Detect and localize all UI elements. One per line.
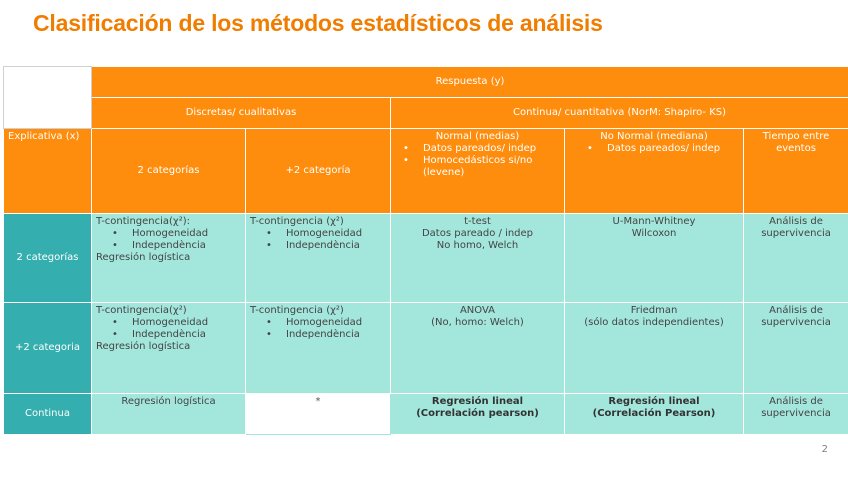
cell bbox=[92, 303, 246, 394]
cell bbox=[391, 303, 565, 394]
cell-line: Análisis de bbox=[769, 305, 823, 316]
cell-line: No homo, Welch bbox=[436, 240, 519, 251]
header-row-response bbox=[4, 67, 848, 98]
page-number: 2 bbox=[821, 444, 828, 455]
list-item: • Independència bbox=[266, 329, 386, 341]
time-events-header: Tiempo entre eventos bbox=[744, 129, 848, 214]
cell bbox=[565, 394, 744, 435]
plus-two-categories-header: +2 categoría bbox=[246, 129, 391, 214]
cell bbox=[744, 303, 848, 394]
list-item: • Independència bbox=[112, 240, 241, 252]
cell-line: U-Mann-Whitney bbox=[612, 216, 696, 227]
list-item: • Homogeneidad bbox=[112, 228, 241, 240]
non-normal-header bbox=[565, 129, 744, 214]
header-row-types bbox=[4, 98, 848, 129]
cell-line: Regresión lineal bbox=[431, 396, 524, 407]
table-row bbox=[4, 303, 848, 394]
cell bbox=[744, 394, 848, 435]
cell-title: T-contingencia(χ²) bbox=[96, 305, 187, 316]
discrete-header: Discretas/ cualitativas bbox=[92, 98, 391, 129]
cell-title: T-contingencia (χ²) bbox=[250, 216, 344, 227]
explicativa-label: Explicativa (x) bbox=[4, 129, 92, 214]
continuous-header: Continua/ cuantitativa (NorM: Shapiro- KS) bbox=[391, 98, 848, 129]
cell-title: T-contingencia(χ²): bbox=[96, 216, 190, 227]
two-categories-header: 2 categorías bbox=[92, 129, 246, 214]
cell: * bbox=[246, 394, 391, 435]
list-item: • Homogeneidad bbox=[266, 317, 386, 329]
cell bbox=[565, 303, 744, 394]
cell-line: supervivencia bbox=[761, 317, 831, 328]
cell-line: Análisis de bbox=[769, 396, 823, 407]
normal-item: • Homocedásticos si/no (levene) bbox=[403, 155, 560, 179]
cell-line: Regresión lineal bbox=[608, 396, 700, 407]
list-item: • Independència bbox=[266, 240, 386, 252]
normal-item: • Datos pareados/ indep bbox=[403, 143, 560, 155]
row-label: Continua bbox=[4, 394, 92, 435]
cell-line: Wilcoxon bbox=[631, 228, 677, 239]
non-normal-item: • Datos pareados/ indep bbox=[587, 143, 739, 155]
corner-cell bbox=[4, 67, 92, 129]
cell-line: supervivencia bbox=[761, 228, 831, 239]
header-row-categories bbox=[4, 129, 848, 214]
cell bbox=[391, 394, 565, 435]
cell-line: (sólo datos independientes) bbox=[584, 317, 724, 328]
cell-line: t-test bbox=[464, 216, 491, 227]
normal-title: Normal (medias) bbox=[435, 131, 520, 142]
list-item: • Independència bbox=[112, 329, 241, 341]
cell bbox=[565, 214, 744, 303]
non-normal-title: No Normal (mediana) bbox=[600, 131, 708, 142]
cell-footer: Regresión logística bbox=[96, 341, 191, 352]
cell bbox=[246, 214, 391, 303]
table-row bbox=[4, 394, 848, 435]
row-label: +2 categoria bbox=[4, 303, 92, 394]
methods-table bbox=[3, 66, 848, 435]
table-row bbox=[4, 214, 848, 303]
cell-line: (Correlación Pearson) bbox=[592, 408, 716, 419]
cell bbox=[92, 214, 246, 303]
row-label: 2 categorías bbox=[4, 214, 92, 303]
list-item: • Homogeneidad bbox=[266, 228, 386, 240]
normal-header bbox=[391, 129, 565, 214]
cell bbox=[246, 303, 391, 394]
cell-title: T-contingencia (χ²) bbox=[250, 305, 344, 316]
cell-line: ANOVA bbox=[459, 305, 496, 316]
cell-line: (Correlación pearson) bbox=[416, 408, 539, 419]
cell: Regresión logística bbox=[92, 394, 246, 435]
cell bbox=[391, 214, 565, 303]
response-header: Respuesta (y) bbox=[92, 67, 848, 98]
cell-line: Análisis de bbox=[769, 216, 823, 227]
cell-line: Friedman bbox=[630, 305, 678, 316]
cell bbox=[744, 214, 848, 303]
cell-footer: Regresión logística bbox=[96, 252, 191, 263]
cell-line: (No, homo: Welch) bbox=[431, 317, 524, 328]
list-item: • Homogeneidad bbox=[112, 317, 241, 329]
cell-line: Datos pareado / indep bbox=[421, 228, 534, 239]
slide-title: Clasificación de los métodos estadísticos de análisis bbox=[33, 10, 603, 36]
cell-line: supervivencia bbox=[761, 408, 831, 419]
